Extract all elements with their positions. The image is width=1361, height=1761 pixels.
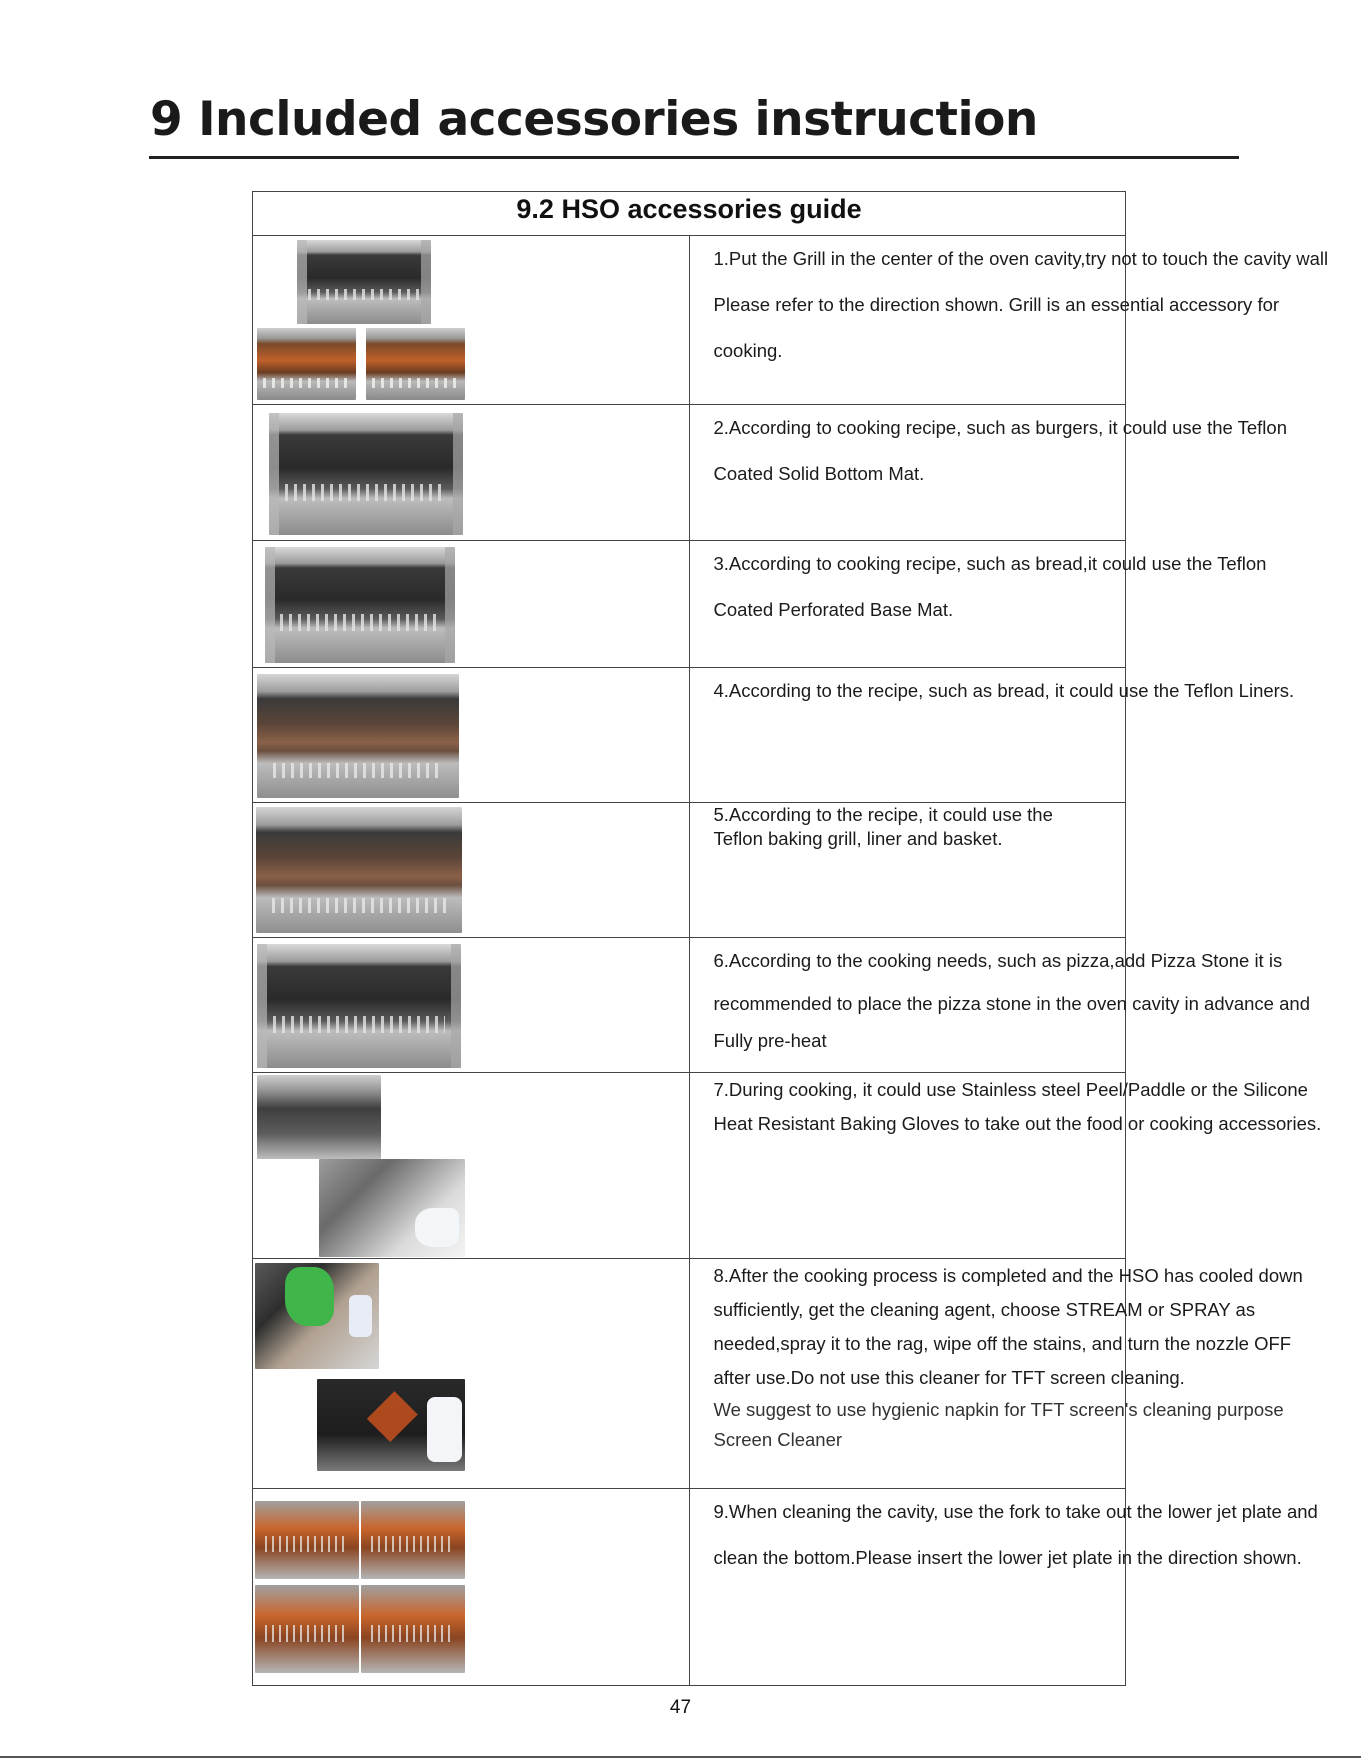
step-7-line-2: Heat Resistant Baking Gloves to take out the food or cooking accessories. — [713, 1113, 1322, 1134]
perforated-base-mat-photo — [265, 547, 455, 663]
step-9-line-2: clean the bottom.Please insert the lower jet plate in the direction shown. — [713, 1547, 1302, 1568]
heading-divider — [149, 156, 1239, 159]
step-1-images — [253, 236, 690, 405]
step-row-7 — [253, 1073, 1126, 1259]
step-8-line-5: We suggest to use hygienic napkin for TFT screen's cleaning purpose — [713, 1399, 1284, 1420]
step-6-line-3: Fully pre-heat — [713, 1030, 827, 1051]
section-heading: 9 Included accessories instruction — [150, 92, 1038, 147]
guide-title-text: 9.2 HSO accessories guide — [516, 194, 862, 224]
pizza-stone-photo — [257, 944, 461, 1068]
step-2-line-1: 2.According to cooking recipe, such as burgers, it could use the Teflon — [713, 417, 1287, 438]
step-1-line-2: Please refer to the direction shown. Grill is an essential accessory for — [713, 294, 1280, 315]
step-row-4 — [253, 668, 1126, 803]
step-8-line-3: needed,spray it to the rag, wipe off the stains, and turn the nozzle OFF — [713, 1333, 1292, 1354]
step-1-line-3: cooking. — [713, 340, 783, 361]
step-2-text — [689, 405, 1287, 541]
step-1-text — [689, 236, 1329, 405]
cavity-cleaning-photo-4 — [361, 1585, 465, 1673]
step-7-text — [689, 1073, 1322, 1259]
step-row-8 — [253, 1259, 1126, 1489]
screen-cleaner-photo — [317, 1379, 465, 1471]
step-8-line-4: after use.Do not use this cleaner for TFT screen cleaning. — [713, 1367, 1185, 1388]
step-3-text — [689, 541, 1267, 668]
step-4-line-1: 4.According to the recipe, such as bread, it could use the Teflon Liners. — [713, 680, 1295, 701]
grill-position-left-photo — [257, 328, 356, 400]
step-5-text — [689, 803, 1126, 938]
step-6-line-1: 6.According to the cooking needs, such as pizza,add Pizza Stone it is — [713, 950, 1283, 971]
baking-grill-liner-basket-photo — [256, 807, 462, 933]
step-4-text — [689, 668, 1295, 803]
guide-title-row — [253, 192, 1126, 236]
cavity-cleaning-photo-3 — [255, 1585, 359, 1673]
grill-position-right-photo — [366, 328, 465, 400]
step-2-images — [253, 405, 690, 541]
step-8-line-6: Screen Cleaner — [713, 1429, 843, 1450]
solid-bottom-mat-photo — [269, 413, 463, 535]
step-row-6 — [253, 938, 1126, 1073]
step-9-line-1: 9.When cleaning the cavity, use the fork to take out the lower jet plate and — [713, 1501, 1318, 1522]
step-5-line-1: 5.According to the recipe, it could use the Teflon baking grill, liner and basket. — [713, 804, 1053, 849]
step-7-images — [253, 1073, 690, 1259]
page-number: 47 — [669, 1697, 692, 1718]
step-3-line-1: 3.According to cooking recipe, such as bread,it could use the Teflon — [713, 553, 1267, 574]
peel-paddle-photo — [257, 1075, 381, 1159]
cavity-cleaning-photo-2 — [361, 1501, 465, 1579]
step-3-images — [253, 541, 690, 668]
accessories-guide-table — [252, 191, 1329, 1686]
cleaning-rag-spray-photo — [255, 1263, 379, 1369]
oven-with-grill-photo — [297, 240, 431, 324]
step-6-line-2: recommended to place the pizza stone in the oven cavity in advance and — [713, 993, 1310, 1014]
step-row-2 — [253, 405, 1126, 541]
step-9-images — [253, 1489, 690, 1686]
step-6-images — [253, 938, 690, 1073]
step-row-5 — [253, 803, 1126, 938]
step-8-line-1: 8.After the cooking process is completed and the HSO has cooled down — [713, 1265, 1303, 1286]
page-bottom-border — [0, 1756, 1361, 1758]
step-5-images — [253, 803, 690, 938]
step-4-images — [253, 668, 690, 803]
teflon-liners-photo — [257, 674, 459, 798]
step-2-line-2: Coated Solid Bottom Mat. — [713, 463, 925, 484]
silicone-gloves-photo — [319, 1159, 465, 1257]
step-row-3 — [253, 541, 1126, 668]
step-row-9 — [253, 1489, 1126, 1686]
cavity-cleaning-photo-1 — [255, 1501, 359, 1579]
step-7-line-1: 7.During cooking, it could use Stainless steel Peel/Paddle or the Silicone — [713, 1079, 1308, 1100]
step-8-text — [689, 1259, 1303, 1489]
guide-title — [253, 192, 1126, 236]
step-3-line-2: Coated Perforated Base Mat. — [713, 599, 954, 620]
step-8-line-2: sufficiently, get the cleaning agent, choose STREAM or SPRAY as — [713, 1299, 1256, 1320]
step-1-line-1: 1.Put the Grill in the center of the oven cavity,try not to touch the cavity wall — [713, 248, 1329, 269]
step-9-text — [689, 1489, 1318, 1686]
step-6-text — [689, 938, 1310, 1073]
step-row-1 — [253, 236, 1126, 405]
step-8-images — [253, 1259, 690, 1489]
